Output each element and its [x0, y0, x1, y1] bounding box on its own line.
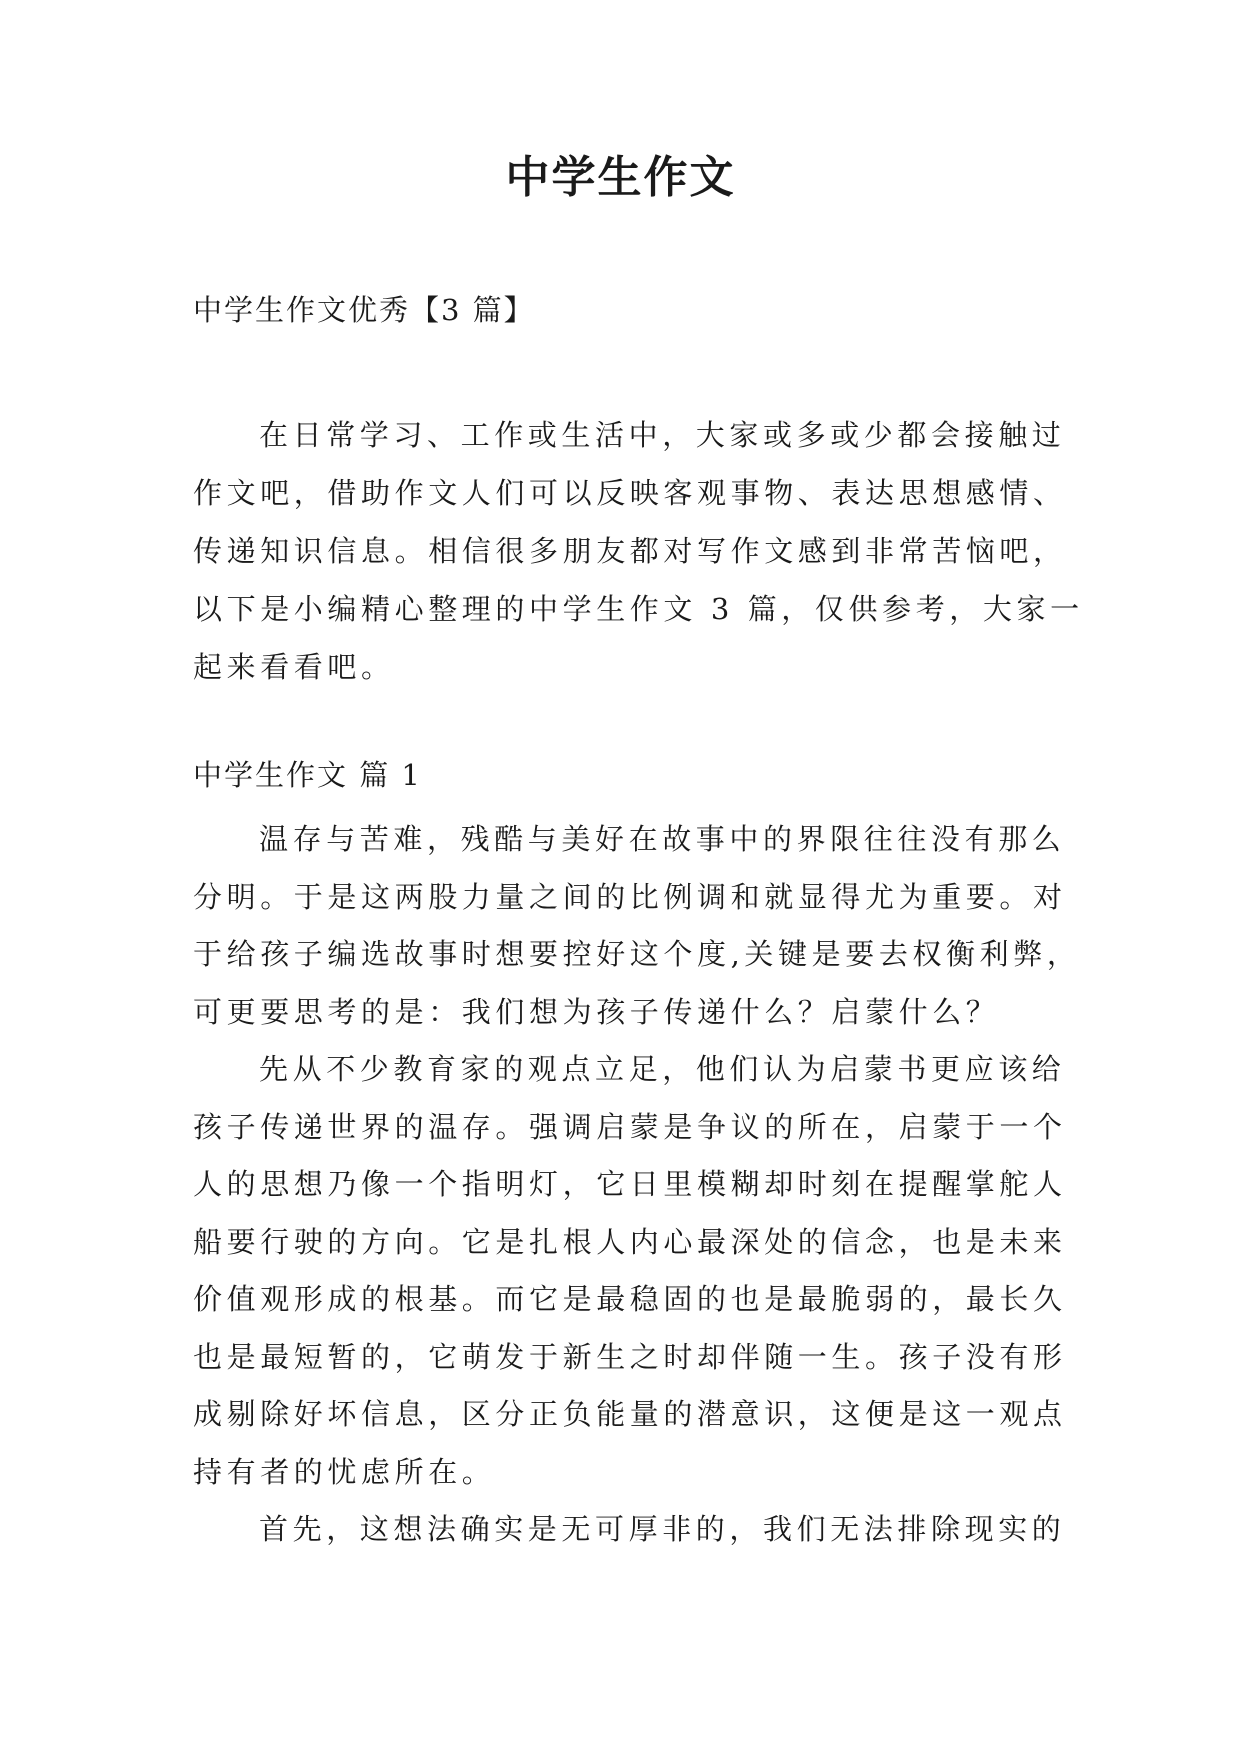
essay-line: 成剔除好坏信息，区分正负能量的潜意识，这便是这一观点: [193, 1397, 1067, 1431]
essay-paragraph-2: [193, 1041, 1067, 1501]
essay-line: 人的思想乃像一个指明灯，它日里模糊却时刻在提醒掌舵人: [193, 1167, 1067, 1201]
document-title: 中学生作文: [505, 152, 736, 203]
intro-line: 在日常学习、工作或生活中，大家或多或少都会接触过: [259, 418, 1066, 452]
intro-line: 起来看看吧。: [193, 650, 395, 684]
essay-line: 分明。于是这两股力量之间的比例调和就显得尤为重要。对: [193, 879, 1067, 914]
essay-line: 船要行驶的方向。它是扎根人内心最深处的信念，也是未来: [193, 1224, 1067, 1259]
essay-line: 温存与苦难，残酷与美好在故事中的界限往往没有那么: [259, 822, 1066, 856]
essay-paragraph-1: [193, 811, 1081, 1041]
essay-line: 于给孩子编选故事时想要控好这个度,关键是要去权衡利弊，: [193, 937, 1081, 971]
essay-line: 孩子传递世界的温存。强调启蒙是争议的所在，启蒙于一个: [193, 1109, 1067, 1144]
essay-line: 可更要思考的是：我们想为孩子传递什么？启蒙什么？: [193, 994, 1000, 1029]
essay-line: 价值观形成的根基。而它是最稳固的也是最脆弱的，最长久: [193, 1282, 1067, 1316]
intro-line: 以下是小编精心整理的中学生作文 3 篇，仅供参考，大家一: [193, 592, 1084, 626]
intro-line: 传递知识信息。相信很多朋友都对写作文感到非常苦恼吧，: [193, 534, 1067, 568]
document-subtitle: 中学生作文优秀【3 篇】: [193, 293, 535, 327]
essay-line: 持有者的忧虑所在。: [193, 1454, 496, 1489]
section-heading: 中学生作文 篇 1: [193, 758, 422, 792]
essay-line: 也是最短暂的，它萌发于新生之时却伴随一生。孩子没有形: [193, 1339, 1067, 1374]
essay-body: [193, 811, 1081, 1559]
intro-line: 作文吧，借助作文人们可以反映客观事物、表达思想感情、: [193, 476, 1067, 510]
intro-paragraph: [193, 406, 1084, 696]
essay-line: 首先，这想法确实是无可厚非的，我们无法排除现实的: [259, 1512, 1066, 1546]
essay-line: 先从不少教育家的观点立足，他们认为启蒙书更应该给: [259, 1052, 1066, 1086]
essay-paragraph-3: [193, 1501, 1066, 1559]
